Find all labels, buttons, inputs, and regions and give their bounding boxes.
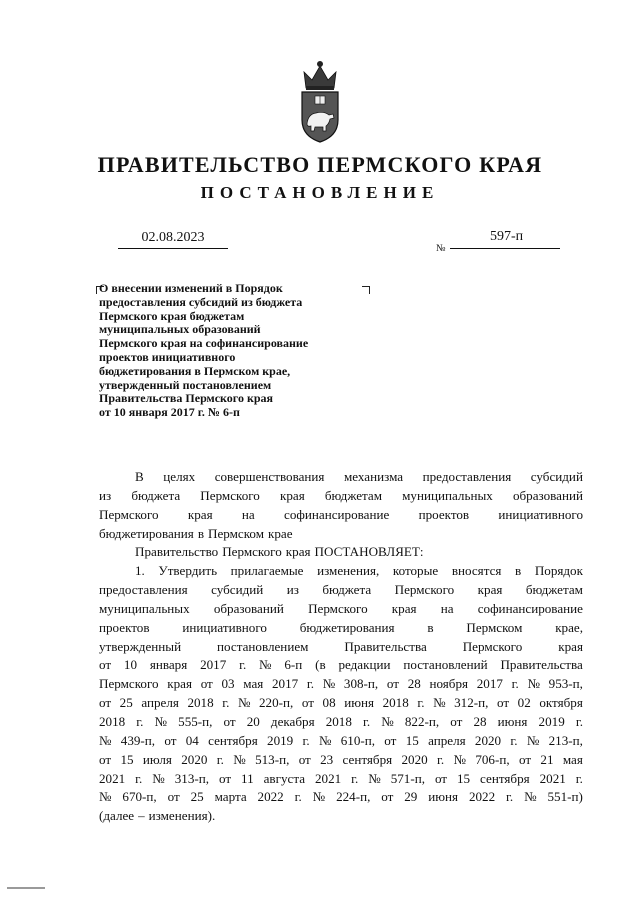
body-line: 2018 г. № 555-п, от 20 декабря 2018 г. № 822-п, от 28 июня 2019 г. bbox=[99, 713, 583, 729]
document-subject bbox=[99, 282, 374, 420]
body-line: предоставления субсидий из бюджета Пермского края бюджетам bbox=[99, 582, 583, 598]
body-line: от 10 января 2017 г. № 6-п (в редакции постановлений Правительства bbox=[99, 657, 583, 673]
date-field bbox=[118, 229, 228, 249]
body-line: 2021 г. № 313-п, от 11 августа 2021 г. № 571-п, от 15 сентября 2021 г. bbox=[99, 770, 583, 786]
body-line: муниципальных образований Пермского края на софинансирование bbox=[99, 600, 583, 616]
body-line: Пермского края от 03 мая 2017 г. № 308-п, от 28 ноября 2017 г. № 953-п, bbox=[99, 676, 583, 692]
body-line: 1. Утвердить прилагаемые изменения, которые вносятся в Порядок bbox=[135, 563, 583, 579]
number-sign: № bbox=[436, 243, 446, 254]
date-underline bbox=[118, 248, 228, 249]
body-line: № 439-п, от 04 сентября 2019 г. № 610-п, от 15 апреля 2020 г. № 213-п, bbox=[99, 732, 583, 748]
subject-line: Пермского края на софинансирование bbox=[99, 336, 309, 351]
subject-line: муниципальных образований bbox=[99, 322, 261, 337]
body-line: проектов инициативного бюджетирования в Пермском крае, bbox=[99, 619, 583, 635]
body-line: № 670-п, от 25 марта 2022 г. № 224-п, от 29 июня 2022 г. № 551-п) bbox=[99, 789, 583, 805]
subject-line: О внесении изменений в Порядок bbox=[99, 281, 283, 295]
org-title: ПРАВИТЕЛЬСТВО ПЕРМСКОГО КРАЯ bbox=[97, 152, 543, 177]
body-line: В целях совершенствования механизма предоставления субсидий bbox=[135, 469, 583, 484]
perm-krai-coat-of-arms-icon bbox=[296, 58, 344, 144]
body-line: утвержденный постановлением Правительства Пермского края bbox=[99, 638, 583, 654]
subject-line: от 10 января 2017 г. № 6-п bbox=[99, 405, 240, 420]
document-date: 02.08.2023 bbox=[141, 230, 205, 245]
subject-line: Пермского края бюджетам bbox=[99, 308, 245, 323]
document-number: 597-п bbox=[490, 229, 524, 244]
body-line: Правительство Пермского края ПОСТАНОВЛЯЕТ: bbox=[135, 544, 424, 560]
subject-line: проектов инициативного bbox=[99, 349, 236, 364]
number-field bbox=[436, 229, 560, 253]
body-line: Пермского края на софинансирование проектов инициативного bbox=[99, 506, 583, 522]
body-line: (далее – изменения). bbox=[99, 808, 216, 824]
subject-line: Правительства Пермского края bbox=[99, 391, 274, 406]
body-line: из бюджета Пермского края бюджетам муниципальных образований bbox=[99, 487, 583, 503]
subject-line: предоставления субсидий из бюджета bbox=[99, 294, 303, 309]
document-body bbox=[99, 468, 583, 826]
body-line: от 25 апреля 2018 г. № 220-п, от 08 июня 2018 г. № 312-п, от 02 октября bbox=[99, 695, 583, 711]
document-type: ПОСТАНОВЛЕНИЕ bbox=[200, 183, 440, 202]
number-underline bbox=[450, 248, 560, 249]
subject-line: бюджетирования в Пермском крае, bbox=[99, 363, 291, 378]
scan-edge-mark bbox=[7, 887, 45, 889]
body-line: бюджетирования в Пермском крае bbox=[99, 525, 293, 541]
body-line: от 15 июля 2020 г. № 513-п, от 23 сентября 2020 г. № 706-п, от 21 мая bbox=[99, 751, 583, 767]
subject-line: утвержденный постановлением bbox=[99, 377, 272, 392]
